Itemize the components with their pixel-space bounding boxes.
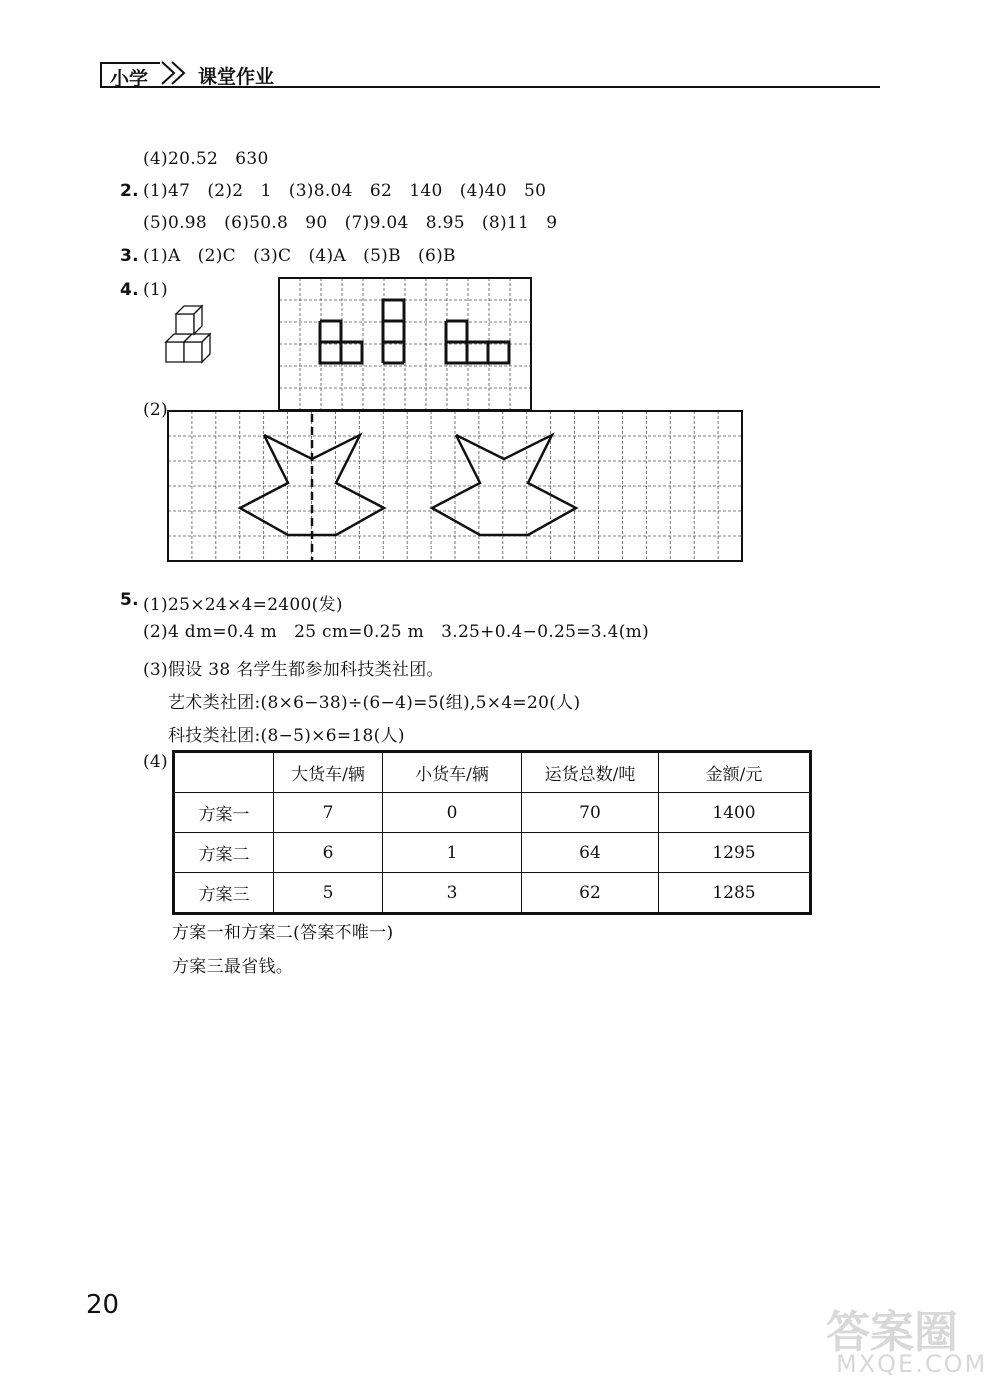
q5-part4: (4) (143, 752, 168, 772)
q5-conclusion2: 方案三最省钱。 (172, 957, 294, 977)
views-grid (278, 277, 534, 413)
q5-l1: (1)25×24×4=2400(发) (143, 595, 343, 615)
q5-conclusion1: 方案一和方案二(答案不唯一) (172, 923, 394, 943)
watermark-logo: 答案圈 (826, 1307, 958, 1358)
table-row (174, 833, 811, 873)
q4-part1: (1) (143, 280, 168, 300)
header-subject-box (100, 62, 160, 88)
q2-line1: (1)47 (2)2 1 (3)8.04 62 140 (4)40 50 (143, 181, 547, 201)
table-cell: 0 (383, 793, 522, 833)
table-cell: 70 (522, 793, 659, 833)
table-cell: 6 (274, 833, 383, 873)
symmetry-grid (167, 410, 745, 564)
cube-stack-figure (160, 298, 232, 370)
table-header-row (174, 752, 811, 793)
table-cell: 1400 (659, 793, 811, 833)
table-header-cell: 大货车/辆 (274, 752, 383, 793)
table-header-cell (174, 752, 274, 793)
q2-line2: (5)0.98 (6)50.8 90 (7)9.04 8.95 (8)11 9 (143, 213, 558, 233)
q2-number: 2. (120, 181, 139, 201)
page-header (100, 58, 880, 90)
plan-table (172, 750, 812, 915)
table-cell: 3 (383, 873, 522, 914)
table-cell: 1295 (659, 833, 811, 873)
table-row (174, 873, 811, 914)
header-rule (100, 86, 880, 88)
table-header-cell: 运货总数/吨 (522, 752, 659, 793)
double-chevron-icon (158, 58, 192, 88)
table-cell: 64 (522, 833, 659, 873)
table-cell: 方案三 (174, 873, 274, 914)
table-header-cell: 小货车/辆 (383, 752, 522, 793)
q5-l4: 艺术类社团:(8×6−38)÷(6−4)=5(组),5×4=20(人) (168, 693, 581, 713)
watermark-url: MXQE.COM (836, 1350, 988, 1378)
q5-number: 5. (120, 590, 139, 610)
header-series: 课堂作业 (198, 66, 275, 88)
table-cell: 1 (383, 833, 522, 873)
q4-number: 4. (120, 280, 139, 300)
table-row (174, 793, 811, 833)
q1-item4: (4)20.52 630 (143, 149, 269, 169)
q5-l5: 科技类社团:(8−5)×6=18(人) (168, 726, 405, 746)
table-cell: 1285 (659, 873, 811, 914)
table-cell: 7 (274, 793, 383, 833)
q4-part2: (2) (143, 400, 168, 420)
q5-l2: (2)4 dm=0.4 m 25 cm=0.25 m 3.25+0.4−0.25=3.4(m) (143, 622, 650, 642)
table-cell: 方案一 (174, 793, 274, 833)
table-cell: 5 (274, 873, 383, 914)
header-subject: 小学 (110, 68, 149, 90)
table-cell: 62 (522, 873, 659, 914)
table-cell: 方案二 (174, 833, 274, 873)
page-number: 20 (86, 1290, 120, 1320)
q3-line: (1)A (2)C (3)C (4)A (5)B (6)B (143, 246, 456, 266)
q5-l3: (3)假设 38 名学生都参加科技类社团。 (143, 660, 444, 680)
table-header-cell: 金额/元 (659, 752, 811, 793)
q3-number: 3. (120, 246, 139, 266)
